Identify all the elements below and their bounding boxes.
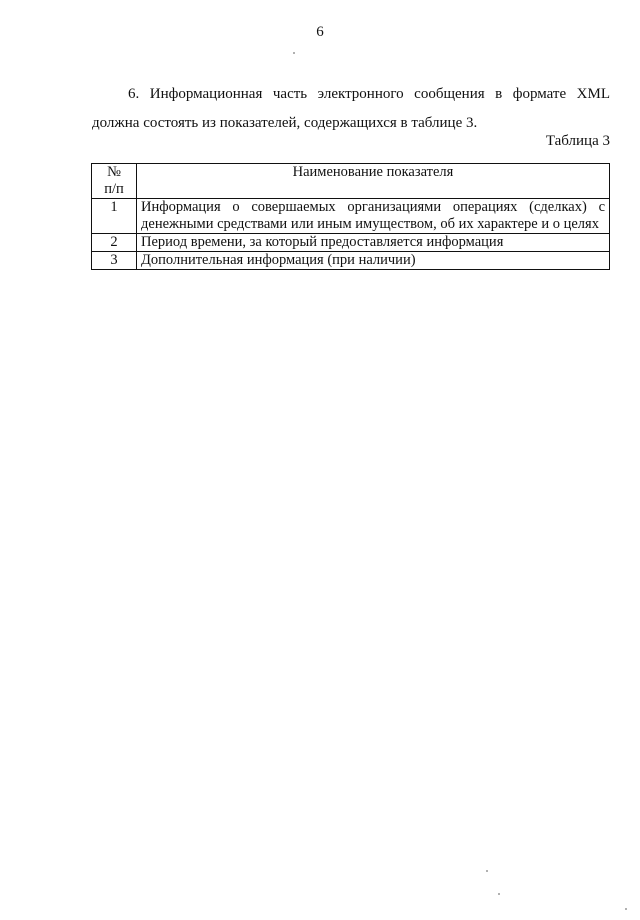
table-row <box>92 252 610 270</box>
table-row <box>92 199 610 234</box>
row-indicator-name: Информация о совершаемых организациями операциях (сделках) с денежными средствами или иным имуществом, об их характере и о целях <box>137 199 610 234</box>
scan-speck <box>625 908 627 910</box>
table-caption: Таблица 3 <box>545 133 610 149</box>
scan-speck <box>498 893 500 895</box>
row-number: 1 <box>92 199 137 234</box>
scan-speck <box>293 52 295 54</box>
header-name-cell: Наименование показателя <box>137 164 610 199</box>
indicators-table <box>91 163 610 270</box>
table-row <box>92 234 610 252</box>
header-number-abbr: п/п <box>104 181 124 197</box>
row-indicator-name: Период времени, за который предоставляется информация <box>137 234 610 252</box>
paragraph-6 <box>92 80 610 138</box>
paragraph-line-1: 6. Информационная часть электронного сообщения в формате XML <box>128 86 610 102</box>
paragraph-line-2: должна состоять из показателей, содержащихся в таблице 3. <box>92 115 478 131</box>
header-number-cell <box>92 164 137 199</box>
table-header-row <box>92 164 610 199</box>
scan-speck <box>486 870 488 872</box>
row-number: 2 <box>92 234 137 252</box>
header-number-symbol: № <box>107 164 121 180</box>
row-indicator-name: Дополнительная информация (при наличии) <box>137 252 610 270</box>
row-number: 3 <box>92 252 137 270</box>
page-number: 6 <box>316 24 324 40</box>
